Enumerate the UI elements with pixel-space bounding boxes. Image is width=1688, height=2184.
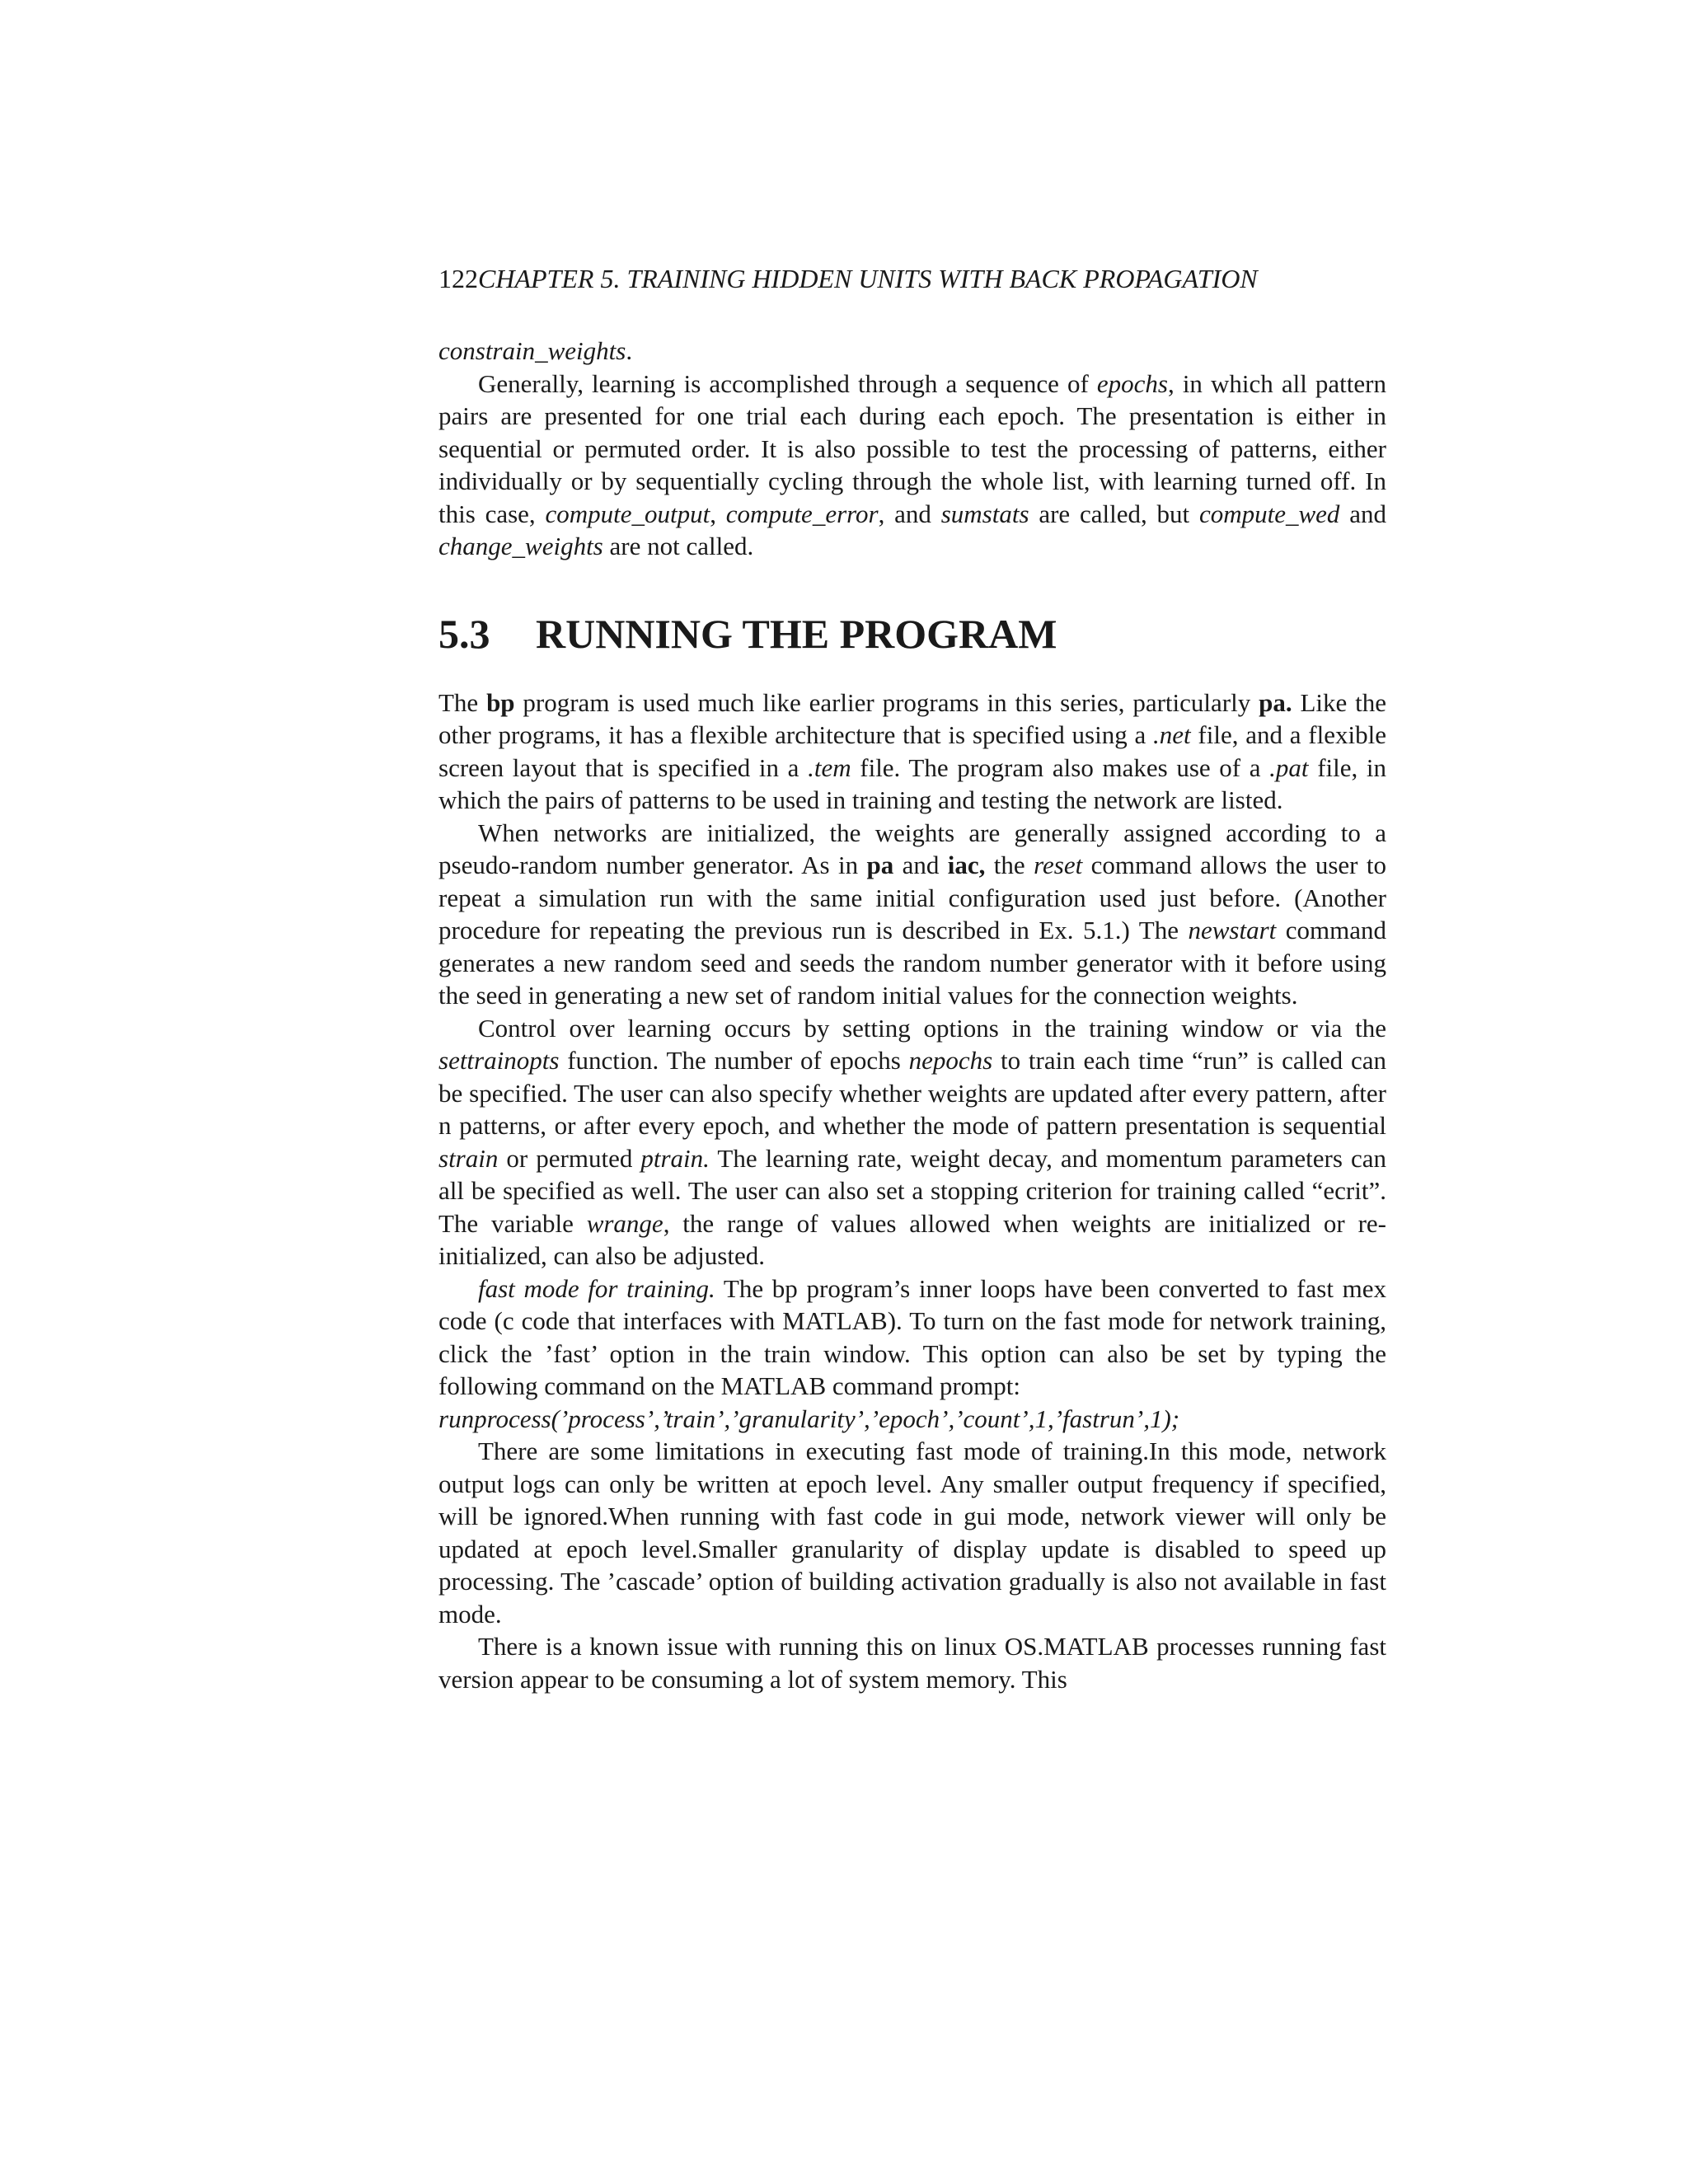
section-title: RUNNING THE PROGRAM	[536, 610, 1057, 657]
command-example: runprocess(’process’,’train’,’granularity’,’epoch’,’count’,1,’fastrun’,1);	[438, 1404, 1180, 1433]
text-run: file, in which the pairs of patterns to be used in training and testing the network are listed.	[438, 752, 1387, 814]
program-name: pa	[866, 851, 894, 879]
paragraph-6	[438, 1630, 1386, 1695]
text-run: , the range of values allowed when weights are initialized or re-initialized, can also be adjusted.	[438, 1208, 1386, 1270]
text-run: and	[893, 851, 948, 879]
text-run: command generates a new random seed and seeds the random number generator with it before using the seed in generating a new set of random initial values for the connection weights.	[438, 916, 1386, 1010]
variable-name: wrange	[586, 1208, 663, 1238]
page-number: 122	[438, 264, 478, 293]
program-name: bp	[486, 687, 515, 717]
section-heading	[438, 609, 1386, 658]
mode-name: ptrain.	[640, 1143, 710, 1173]
mode-name: strain	[438, 1143, 499, 1173]
code-term: change_weights	[438, 532, 603, 560]
text-run: are not called.	[603, 532, 754, 560]
text-run: Generally, learning is accomplished through a sequence of	[478, 368, 1097, 398]
text-run: Control over learning occurs by setting options in the training window or via the	[478, 1013, 1386, 1043]
code-term: sumstats	[940, 499, 1029, 528]
document-page	[438, 262, 1386, 1695]
file-extension: .tem	[808, 752, 851, 782]
text-run: ,	[710, 499, 726, 528]
text-run: When networks are initialized, the weights are generally assigned according to a pseudo-random number generator. As in	[438, 818, 1386, 879]
text-run: command allows the user to repeat a simulation run with the same initial configuration used just before. (Another procedure for repeating the previous run is described in Ex. 5.1.) The	[438, 851, 1386, 944]
emphasis-term: epochs	[1096, 368, 1168, 398]
text-run: The	[438, 687, 487, 717]
text-run: There is a known issue with running this on linux OS.MATLAB processes running fast version appear to be consuming a lot of system memory. This	[438, 1632, 1386, 1694]
text-run: the	[985, 851, 1034, 879]
paragraph-lead: fast mode for training.	[478, 1273, 715, 1303]
text-run: , and	[878, 499, 941, 528]
code-term: compute_output	[545, 499, 710, 528]
text-run: There are some limitations in executing fast mode of training.In this mode, network output logs can only be written at epoch level. Any smaller output frequency if specified, will be ignored.When running with fast code in gui mode, network viewer will only be updated at epoch level.Smaller granularity of display update is disabled to speed up processing. The ’cascade’ option of building activation gradually is also not available in fast mode.	[438, 1436, 1386, 1629]
text-run: and	[1339, 499, 1386, 528]
command-name: newstart	[1188, 916, 1277, 944]
code-term: constrain_weights	[438, 336, 626, 365]
code-term: compute_error	[725, 499, 879, 528]
text-run: The bp program’s inner loops have been converted to fast mex code (c code that interfaces with MATLAB). To turn on the fast mode for network training, click the ’fast’ option in the train window. This option can also be set by typing the following command on the MATLAB command prompt:	[438, 1273, 1386, 1400]
paragraph-3	[438, 1012, 1386, 1272]
paragraph-4	[438, 1272, 1386, 1403]
command-name: reset	[1034, 851, 1083, 879]
paragraph-5	[438, 1435, 1386, 1630]
text-run: file. The program also makes use of a	[851, 752, 1270, 782]
paragraph-intro-0	[438, 335, 1386, 368]
code-term: compute_wed	[1198, 499, 1340, 528]
paragraph-1	[438, 687, 1386, 817]
chapter-title: CHAPTER 5. TRAINING HIDDEN UNITS WITH BACK PROPAGATION	[478, 264, 1258, 293]
file-extension: .pat	[1269, 752, 1309, 782]
text-run: , in which all pattern pairs are presented for one trial each during each epoch. The presentation is either in sequential or permuted order. It is also possible to test the processing of patterns, either individually or by sequentially cycling through the whole list, with learning turned off. In this case,	[438, 368, 1386, 528]
program-name: iac,	[947, 851, 986, 879]
text-run: file, and a flexible screen layout that is specified in a	[438, 720, 1386, 782]
text-run: program is used much like earlier programs in this series, particularly	[514, 687, 1259, 717]
paragraph-intro-1	[438, 368, 1386, 563]
text-run: function. The number of epochs	[559, 1046, 909, 1075]
section-number: 5.3	[438, 610, 490, 657]
text-run: .	[626, 336, 633, 365]
text-run: The learning rate, weight decay, and momentum parameters can all be specified as well. The user can also set a stopping criterion for training called “ecrit”. The variable	[438, 1143, 1386, 1238]
text-run: to train each time “run” is called can be specified. The user can also specify whether weights are updated after every pattern, after n patterns, or after every epoch, and whether the mode of pattern presentation is sequential	[438, 1046, 1386, 1140]
running-head	[438, 262, 1386, 295]
text-run: Like the other programs, it has a flexible architecture that is specified using a	[438, 687, 1386, 749]
text-run: or permuted	[498, 1143, 641, 1173]
paragraph-2	[438, 817, 1386, 1012]
text-run: are called, but	[1029, 499, 1199, 528]
program-name: pa.	[1259, 687, 1292, 717]
function-name: settrainopts	[438, 1046, 560, 1075]
variable-name: nepochs	[908, 1046, 993, 1075]
file-extension: .net	[1153, 720, 1191, 749]
